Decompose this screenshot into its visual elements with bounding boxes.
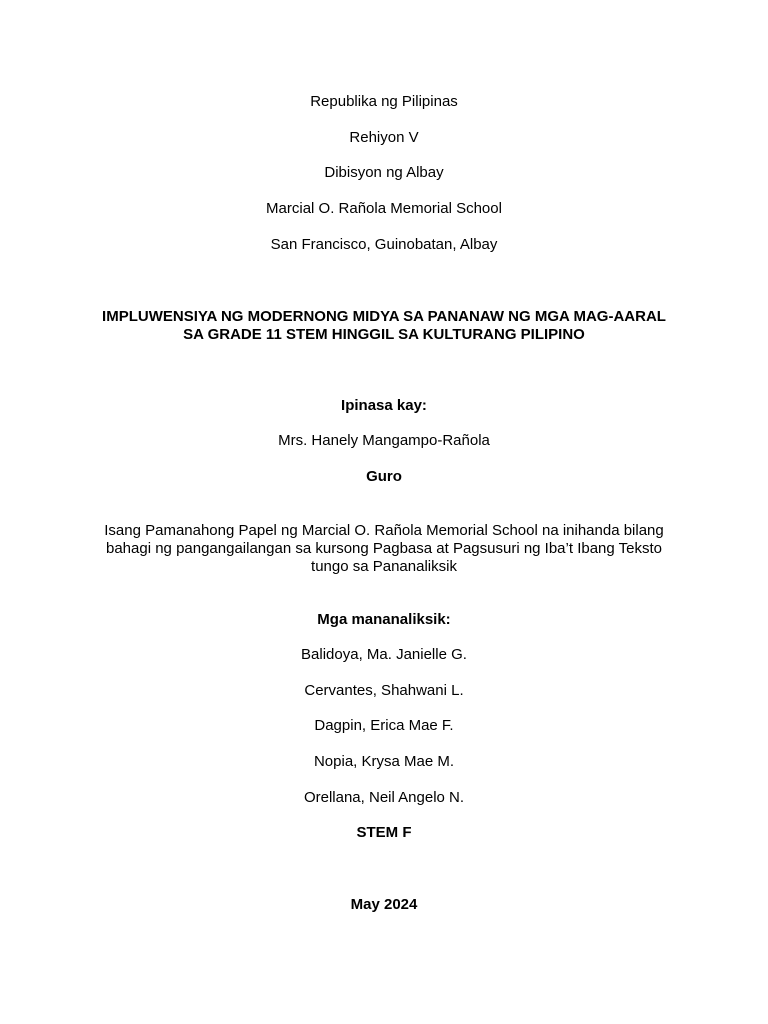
description-line-3: tungo sa Pananaliksik — [311, 558, 457, 575]
researcher-name: Balidoya, Ma. Janielle G. — [301, 646, 467, 663]
paper-date: May 2024 — [350, 896, 418, 913]
researcher-name: Dagpin, Erica Mae F. — [314, 717, 454, 734]
researcher-name: Nopia, Krysa Mae M. — [313, 753, 455, 770]
researchers-label: Mga mananaliksik: — [317, 611, 451, 628]
header-address: San Francisco, Guinobatan, Albay — [270, 236, 498, 253]
header-division: Dibisyon ng Albay — [324, 164, 444, 181]
header-school: Marcial O. Rañola Memorial School — [266, 200, 502, 217]
paper-title-line-2: SA GRADE 11 STEM HINGGIL SA KULTURANG PILIPINO — [183, 326, 585, 343]
researcher-name: Orellana, Neil Angelo N. — [303, 789, 465, 806]
header-region: Rehiyon V — [349, 129, 419, 146]
description-line-1: Isang Pamanahong Papel ng Marcial O. Rañola Memorial School na inihanda bilang — [104, 522, 664, 539]
paper-title — [60, 308, 708, 344]
header-republic: Republika ng Pilipinas — [310, 93, 458, 110]
teacher-role: Guro — [366, 468, 402, 485]
section-label: STEM F — [356, 824, 412, 841]
researcher-name: Cervantes, Shahwani L. — [304, 682, 464, 699]
paper-description — [84, 522, 684, 576]
submitted-to-label: Ipinasa kay: — [341, 397, 427, 414]
teacher-name: Mrs. Hanely Mangampo-Rañola — [278, 432, 490, 449]
description-line-2: bahagi ng pangangailangan sa kursong Pagbasa at Pagsusuri ng Iba’t Ibang Teksto — [106, 540, 662, 557]
paper-title-line-1: IMPLUWENSIYA NG MODERNONG MIDYA SA PANANAW NG MGA MAG-AARAL — [102, 308, 666, 325]
